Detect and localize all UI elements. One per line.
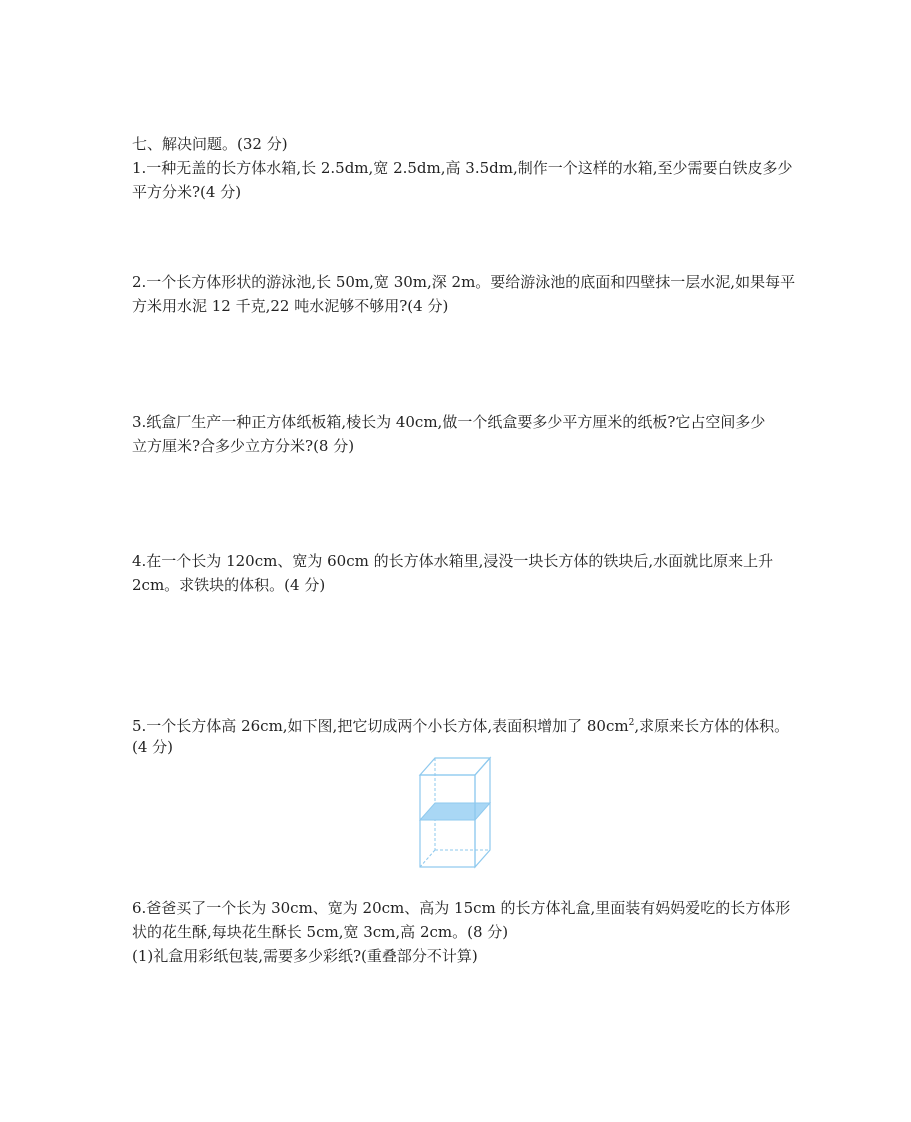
question-5-line-2: (4 分): [132, 738, 174, 756]
cuboid-cut-figure: [415, 752, 495, 874]
question-1-line-1: 1.一种无盖的长方体水箱,长 2.5dm,宽 2.5dm,高 3.5dm,制作一个这样的水箱,至少需要白铁皮多少: [132, 159, 793, 177]
question-6-line-1: 6.爸爸买了一个长为 30cm、宽为 20cm、高为 15cm 的长方体礼盒,里面装有妈妈爱吃的长方体形: [132, 899, 791, 917]
question-3-line-2: 立方厘米?合多少立方分米?(8 分): [132, 437, 355, 455]
cuboid-front-face: [420, 775, 475, 867]
question-3-line-1: 3.纸盒厂生产一种正方体纸板箱,棱长为 40cm,做一个纸盒要多少平方厘米的纸板?它占空间多少: [132, 413, 766, 431]
question-2-line-1: 2.一个长方体形状的游泳池,长 50m,宽 30m,深 2m。要给游泳池的底面和四壁抹一层水泥,如果每平: [132, 273, 796, 291]
question-2-line-2: 方米用水泥 12 千克,22 吨水泥够不够用?(4 分): [132, 297, 449, 315]
question-5-line-1: [132, 711, 792, 738]
cuboid-top-face: [420, 758, 490, 775]
section-title: 七、解决问题。(32 分): [132, 135, 288, 153]
question-6-sub-1: (1)礼盒用彩纸包装,需要多少彩纸?(重叠部分不计算): [132, 947, 478, 965]
question-5-superscript: 2: [628, 718, 635, 728]
question-4-line-2: 2cm。求铁块的体积。(4 分): [132, 576, 326, 594]
question-5-text-a: 5.一个长方体高 26cm,如下图,把它切成两个小长方体,表面积增加了 80cm: [132, 717, 629, 735]
question-4-line-1: 4.在一个长为 120cm、宽为 60cm 的长方体水箱里,浸没一块长方体的铁块后,水面就比原来上升: [132, 552, 774, 570]
question-5-text-b: ,求原来长方体的体积。: [634, 717, 790, 735]
question-6-line-2: 状的花生酥,每块花生酥长 5cm,宽 3cm,高 2cm。(8 分): [132, 923, 509, 941]
cuboid-hidden-edge-diagonal: [420, 850, 435, 867]
cut-plane-shape: [420, 803, 490, 820]
question-1-line-2: 平方分米?(4 分): [132, 183, 242, 201]
